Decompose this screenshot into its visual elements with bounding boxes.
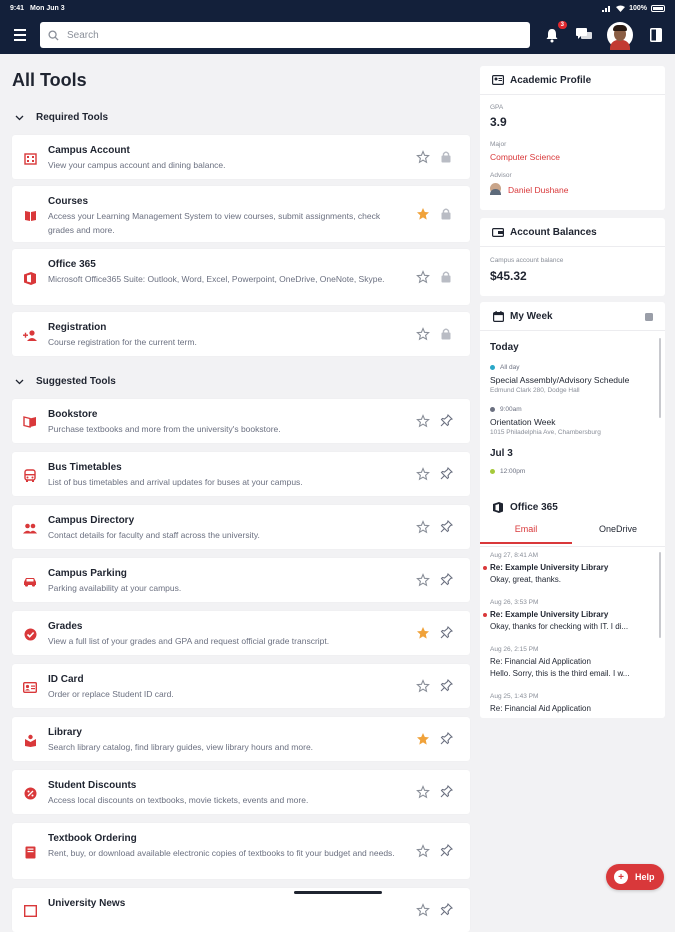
tool-name: Campus Account — [48, 145, 130, 156]
tool-name: Campus Parking — [48, 568, 127, 579]
avatar[interactable] — [607, 22, 633, 48]
advisor-label: Advisor — [490, 172, 512, 179]
tool-description: List of bus timetables and arrival updates for buses at your campus. — [48, 477, 303, 487]
building-icon — [22, 150, 38, 166]
tool-card-office-365[interactable] — [12, 249, 470, 305]
tool-name: Bookstore — [48, 409, 98, 420]
pin-icon[interactable] — [440, 626, 454, 640]
help-icon: + — [614, 870, 628, 884]
lock-icon — [440, 327, 454, 341]
card-title: Office 365 — [510, 501, 558, 513]
major-label: Major — [490, 141, 507, 148]
chevron-down-icon — [15, 379, 24, 385]
card-title: Academic Profile — [510, 74, 592, 86]
tool-card-textbook-ordering[interactable] — [12, 823, 470, 879]
tool-description: Access your Learning Management System to view courses, submit assignments, check grades and more. — [48, 211, 381, 235]
open-book-icon — [22, 414, 38, 430]
notifications-button[interactable] — [543, 22, 564, 44]
email-preview: Okay, great, thanks. — [490, 575, 561, 584]
email-subject: Re: Example University Library — [490, 610, 609, 619]
tool-name: Bus Timetables — [48, 462, 122, 473]
search-icon — [48, 30, 59, 41]
tool-description: View a full list of your grades and GPA and request official grade transcript. — [48, 636, 330, 646]
tool-name: Library — [48, 727, 82, 738]
panel-toggle-button[interactable] — [647, 26, 665, 44]
bus-icon — [22, 467, 38, 483]
pin-icon[interactable] — [440, 467, 454, 481]
today-label: Today — [490, 342, 519, 353]
tool-name: Office 365 — [48, 259, 96, 270]
next-day-label: Jul 3 — [490, 448, 513, 459]
pin-icon[interactable] — [440, 520, 454, 534]
pin-icon[interactable] — [440, 903, 454, 917]
event-time: 9:00am — [490, 406, 522, 413]
email-date: Aug 27, 8:41 AM — [490, 552, 539, 559]
unread-indicator — [483, 566, 487, 570]
tool-description: Course registration for the current term. — [48, 337, 197, 347]
tool-description: View your campus account and dining balance. — [48, 160, 226, 170]
chat-icon — [576, 28, 592, 42]
tool-card-courses[interactable] — [12, 186, 470, 242]
star-icon[interactable] — [416, 844, 430, 858]
tool-name: Grades — [48, 621, 83, 632]
help-label: Help — [635, 872, 655, 882]
email-subject: Re: Financial Aid Application — [490, 657, 591, 666]
tool-description: Microsoft Office365 Suite: Outlook, Word, Excel, Powerpoint, OneDrive, OneNote, Skype. — [48, 274, 385, 284]
tool-card-campus-directory[interactable] — [12, 505, 470, 549]
pin-icon[interactable] — [440, 844, 454, 858]
tool-name: Registration — [48, 322, 107, 333]
car-icon — [22, 573, 38, 589]
tool-card-campus-account[interactable] — [12, 135, 470, 179]
pin-icon[interactable] — [440, 785, 454, 799]
balance-amount: $45.32 — [490, 269, 527, 283]
academic-profile-card[interactable] — [480, 66, 665, 210]
star-icon[interactable] — [416, 785, 430, 799]
tool-card-bus-timetables[interactable] — [12, 452, 470, 496]
email-preview: Hello. Sorry, this is the third email. I w... — [490, 669, 630, 678]
unread-indicator — [483, 613, 487, 617]
email-date: Aug 25, 1:43 PM — [490, 693, 539, 700]
account-balances-card[interactable] — [480, 218, 665, 296]
balance-label: Campus account balance — [490, 257, 564, 264]
people-icon — [22, 520, 38, 536]
office-icon — [22, 270, 38, 286]
add-person-icon — [22, 327, 38, 343]
pin-icon[interactable] — [440, 732, 454, 746]
chevron-down-icon — [15, 115, 24, 121]
card-title: My Week — [510, 310, 553, 322]
email-date: Aug 26, 3:53 PM — [490, 599, 539, 606]
event-title[interactable]: Special Assembly/Advisory Schedule — [490, 375, 630, 385]
lock-icon — [440, 270, 454, 284]
star-icon[interactable] — [416, 626, 430, 640]
pin-icon[interactable] — [440, 679, 454, 693]
wallet-icon — [492, 227, 504, 237]
office365-card[interactable] — [480, 492, 665, 718]
library-icon — [22, 732, 38, 748]
tool-name: Student Discounts — [48, 780, 137, 791]
status-bar — [0, 0, 675, 16]
check-circle-icon — [22, 626, 38, 642]
menu-icon[interactable] — [10, 25, 30, 45]
tool-card-library[interactable] — [12, 717, 470, 761]
profile-card-icon — [492, 75, 504, 85]
star-icon[interactable] — [416, 732, 430, 746]
star-icon[interactable] — [416, 150, 430, 164]
help-button[interactable] — [606, 864, 664, 890]
tool-card-grades[interactable] — [12, 611, 470, 655]
notification-badge: 3 — [558, 21, 567, 29]
id-card-icon — [22, 679, 38, 695]
week-scrollbar[interactable] — [659, 338, 661, 418]
star-icon[interactable] — [416, 327, 430, 341]
star-icon[interactable] — [416, 270, 430, 284]
tool-card-student-discounts[interactable] — [12, 770, 470, 814]
lock-icon — [440, 150, 454, 164]
tab-email[interactable]: Email — [480, 524, 572, 544]
event-location: Edmund Clark 280, Dodge Hall — [490, 387, 580, 394]
event-time: 12:00pm — [490, 468, 525, 475]
search-input[interactable] — [40, 22, 530, 48]
tool-description: Order or replace Student ID card. — [48, 689, 174, 699]
tool-description: Contact details for faculty and staff across the university. — [48, 530, 260, 540]
side-panel — [480, 54, 675, 900]
section-title: Required Tools — [36, 112, 109, 123]
top-bar — [0, 16, 675, 54]
textbook-icon — [22, 844, 38, 860]
tool-card-university-news[interactable] — [12, 888, 470, 932]
suggested-tools-header[interactable] — [12, 376, 116, 387]
tools-panel — [0, 54, 478, 909]
star-icon[interactable] — [416, 414, 430, 428]
pin-icon[interactable] — [440, 414, 454, 428]
tool-name: ID Card — [48, 674, 84, 685]
tab-onedrive[interactable]: OneDrive — [598, 524, 637, 534]
tool-description: Access local discounts on textbooks, movie tickets, events and more. — [48, 795, 309, 805]
status-time: 9:41 — [10, 4, 25, 12]
tool-description: Search library catalog, find library guides, view library hours and more. — [48, 742, 314, 752]
calendar-icon — [493, 311, 504, 322]
event-dot — [490, 407, 495, 412]
email-date: Aug 26, 2:15 PM — [490, 646, 539, 653]
options-icon[interactable] — [645, 313, 653, 321]
book-icon — [22, 207, 38, 223]
page-title: All Tools — [12, 70, 87, 90]
gpa-label: GPA — [490, 104, 504, 111]
star-icon[interactable] — [416, 467, 430, 481]
office-icon — [493, 502, 503, 513]
tool-description: Parking availability at your campus. — [48, 583, 182, 593]
email-subject: Re: Financial Aid Application — [490, 704, 591, 713]
major-value[interactable]: Computer Science — [490, 152, 560, 162]
star-icon[interactable] — [416, 520, 430, 534]
advisor-avatar — [490, 183, 501, 194]
status-date: Mon Jun 3 — [30, 4, 65, 12]
search-placeholder: Search — [67, 29, 99, 41]
section-title: Suggested Tools — [36, 376, 116, 387]
email-subject: Re: Example University Library — [490, 563, 609, 572]
star-icon[interactable] — [416, 679, 430, 693]
tool-card-id-card[interactable] — [12, 664, 470, 708]
wifi-icon — [616, 5, 625, 12]
discount-icon — [22, 785, 38, 801]
side-panel-icon — [650, 28, 662, 42]
tool-description: Purchase textbooks and more from the university's bookstore. — [48, 424, 281, 434]
event-location: 1015 Philadelphia Ave, Chambersburg — [490, 429, 601, 436]
star-icon[interactable] — [416, 573, 430, 587]
star-icon[interactable] — [416, 207, 430, 221]
card-title: Account Balances — [510, 226, 597, 238]
tool-card-registration[interactable] — [12, 312, 470, 356]
tool-card-bookstore[interactable] — [12, 399, 470, 443]
news-icon — [22, 903, 38, 919]
event-title[interactable]: Orientation Week — [490, 417, 556, 427]
pin-icon[interactable] — [440, 573, 454, 587]
battery-icon — [651, 5, 665, 12]
gpa-value: 3.9 — [490, 115, 507, 129]
tool-card-campus-parking[interactable] — [12, 558, 470, 602]
home-indicator[interactable] — [294, 891, 382, 894]
signal-icon — [602, 5, 612, 12]
tool-name: University News — [48, 898, 126, 909]
bell-icon — [545, 28, 559, 43]
lock-icon — [440, 207, 454, 221]
star-icon[interactable] — [416, 903, 430, 917]
tool-name: Textbook Ordering — [48, 833, 137, 844]
event-time: All day — [490, 364, 520, 371]
advisor-name[interactable]: Daniel Dushane — [508, 185, 569, 195]
tool-description: Rent, buy, or download available electronic copies of textbooks to fit your budget and needs. — [48, 848, 395, 858]
tool-name: Courses — [48, 196, 89, 207]
battery-percent: 100% — [629, 4, 647, 12]
event-dot — [490, 469, 495, 474]
email-preview: Okay, thanks for checking with IT. I di... — [490, 622, 629, 631]
required-tools-header[interactable] — [12, 112, 108, 123]
event-dot — [490, 365, 495, 370]
tool-name: Campus Directory — [48, 515, 135, 526]
messages-button[interactable] — [575, 26, 593, 44]
